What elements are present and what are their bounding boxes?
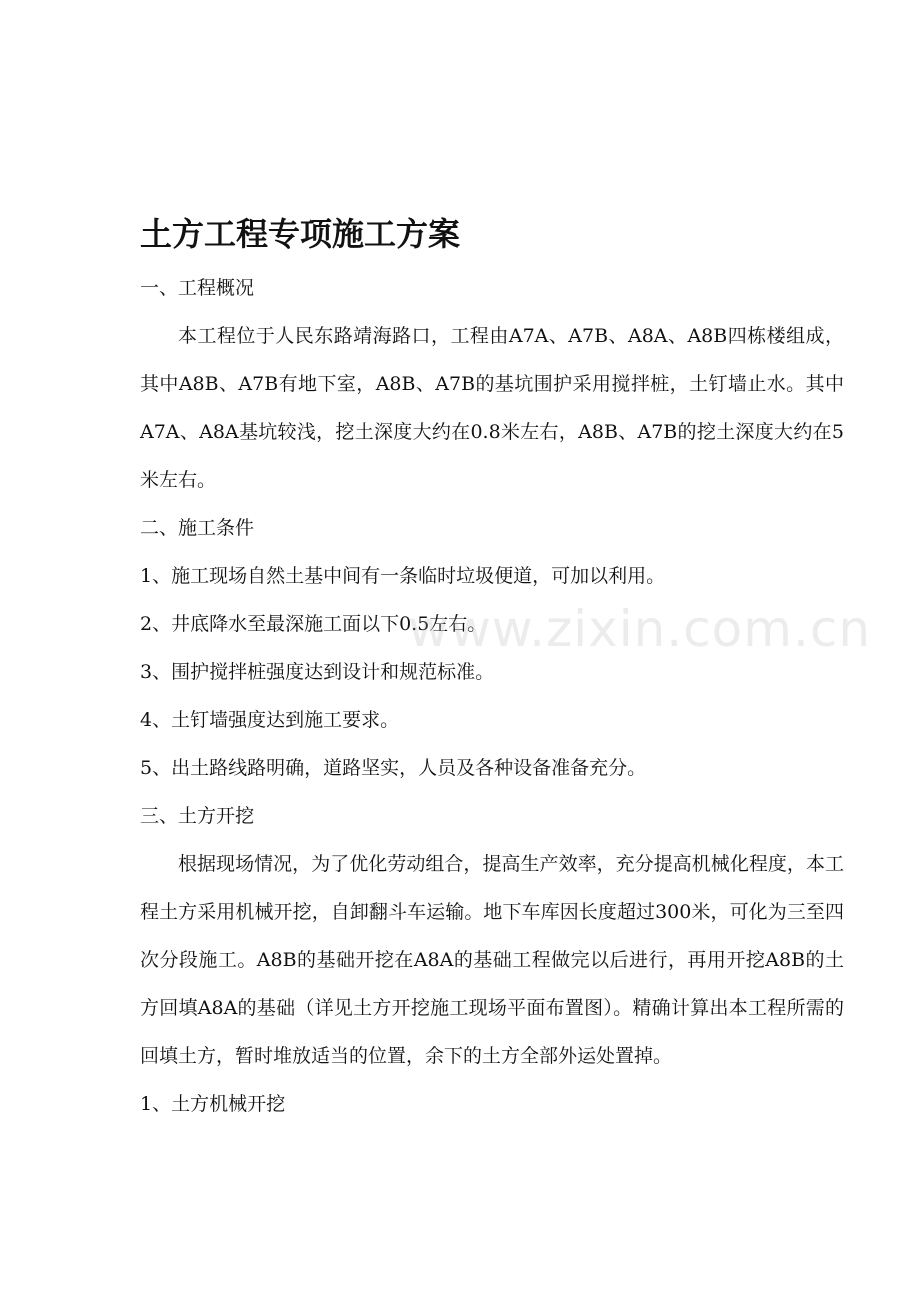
condition-item: 4、土钉墙强度达到施工要求。	[140, 709, 400, 731]
condition-item: 5、出土路线路明确，道路坚实，人员及各种设备准备充分。	[140, 757, 647, 779]
section-heading-excavation: 三、土方开挖	[140, 805, 255, 827]
section-heading-conditions: 二、施工条件	[140, 517, 255, 539]
section-heading-overview: 一、工程概况	[140, 277, 255, 299]
watermark-text: www.zixin.com.cn	[408, 600, 872, 658]
excavation-paragraph: 根据现场情况，为了优化劳动组合，提高生产效率，充分提高机械化程度，本工程土方采用机械开挖，自卸翻斗车运输。地下车库因长度超过300米，可化为三至四次分段施工。A8B的基础开挖在A8A的基础工程做完以后进行，再用开挖A8B的土方回填A8A的基础（详见土方开挖施工现场平面布置图）。精确计算出本工程所需的回填土方，暂时堆放适当的位置，余下的土方全部外运处置掉。	[140, 853, 844, 1067]
overview-paragraph: 本工程位于人民东路靖海路口，工程由A7A、A7B、A8A、A8B四栋楼组成，其中A8B、A7B有地下室，A8B、A7B的基坑围护采用搅拌桩，土钉墙止水。其中A7A、A8A基坑较浅，挖土深度大约在0.8米左右，A8B、A7B的挖土深度大约在5米左右。	[140, 325, 844, 491]
subsection-heading-mechanical-excavation: 1、土方机械开挖	[140, 1093, 286, 1115]
condition-item: 2、井底降水至最深施工面以下0.5左右。	[140, 613, 487, 635]
condition-item: 1、施工现场自然土基中间有一条临时垃圾便道，可加以利用。	[140, 565, 666, 587]
condition-item: 3、围护搅拌桩强度达到设计和规范标准。	[140, 661, 495, 683]
document-body	[140, 212, 844, 1128]
document-title: 土方工程专项施工方案	[140, 215, 461, 253]
